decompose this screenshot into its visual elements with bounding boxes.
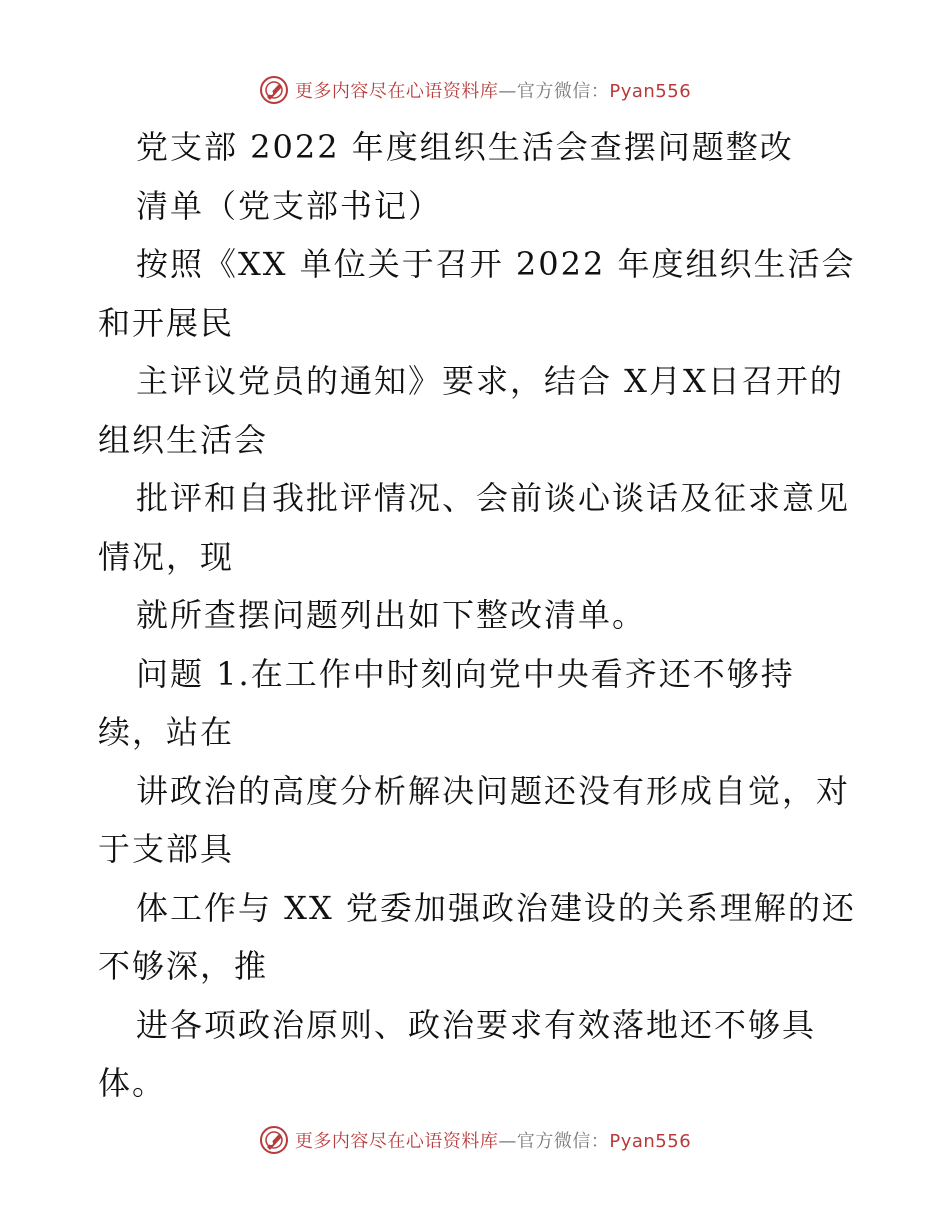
seal-logo-icon [259, 1125, 289, 1155]
document-line: 续，站在 [98, 713, 235, 751]
document-line: 清单（党支部书记） [136, 186, 443, 225]
seal-logo-icon [259, 75, 289, 105]
document-line: 就所查摆问题列出如下整改清单。 [136, 596, 647, 634]
document-line: 情况，现 [98, 537, 235, 576]
watermark-contact-id: Pyan556 [609, 81, 692, 102]
watermark-contact-id: Pyan556 [609, 1131, 692, 1152]
document-line: 体工作与 XX 党委加强政治建设的关系理解的还 [136, 888, 856, 927]
document-line: 体。 [98, 1064, 167, 1102]
document-line: 于支部具 [98, 830, 235, 868]
document-line: 组织生活会 [98, 420, 269, 459]
document-line: 问题 1.在工作中时刻向党中央看齐还不够持 [136, 654, 795, 693]
document-line: 讲政治的高度分析解决问题还没有形成自觉，对 [136, 771, 851, 810]
watermark-text [295, 1127, 691, 1153]
watermark-contact-label: 官方微信： [516, 1131, 610, 1152]
watermark-dash: — [498, 81, 517, 102]
document-line: 进各项政治原则、政治要求有效落地还不够具 [136, 1005, 817, 1044]
watermark-text [295, 77, 691, 103]
document-line: 党支部 2022 年度组织生活会查摆问题整改 [136, 128, 794, 166]
footer-watermark [0, 1120, 950, 1160]
watermark-brand: 更多内容尽在心语资料库 [294, 81, 499, 102]
document-body [98, 118, 868, 1113]
watermark-contact-label: 官方微信： [516, 81, 610, 102]
watermark-brand: 更多内容尽在心语资料库 [294, 1131, 499, 1152]
document-line: 批评和自我批评情况、会前谈心谈话及征求意见 [136, 479, 851, 517]
document-line: 和开展民 [98, 303, 235, 342]
document-line: 不够深，推 [98, 947, 269, 985]
watermark-dash: — [498, 1131, 517, 1152]
document-line: 主评议党员的通知》要求，结合 X月X日召开的 [136, 362, 844, 400]
document-line: 按照《XX 单位关于召开 2022 年度组织生活会 [136, 245, 856, 283]
header-watermark [0, 70, 950, 110]
